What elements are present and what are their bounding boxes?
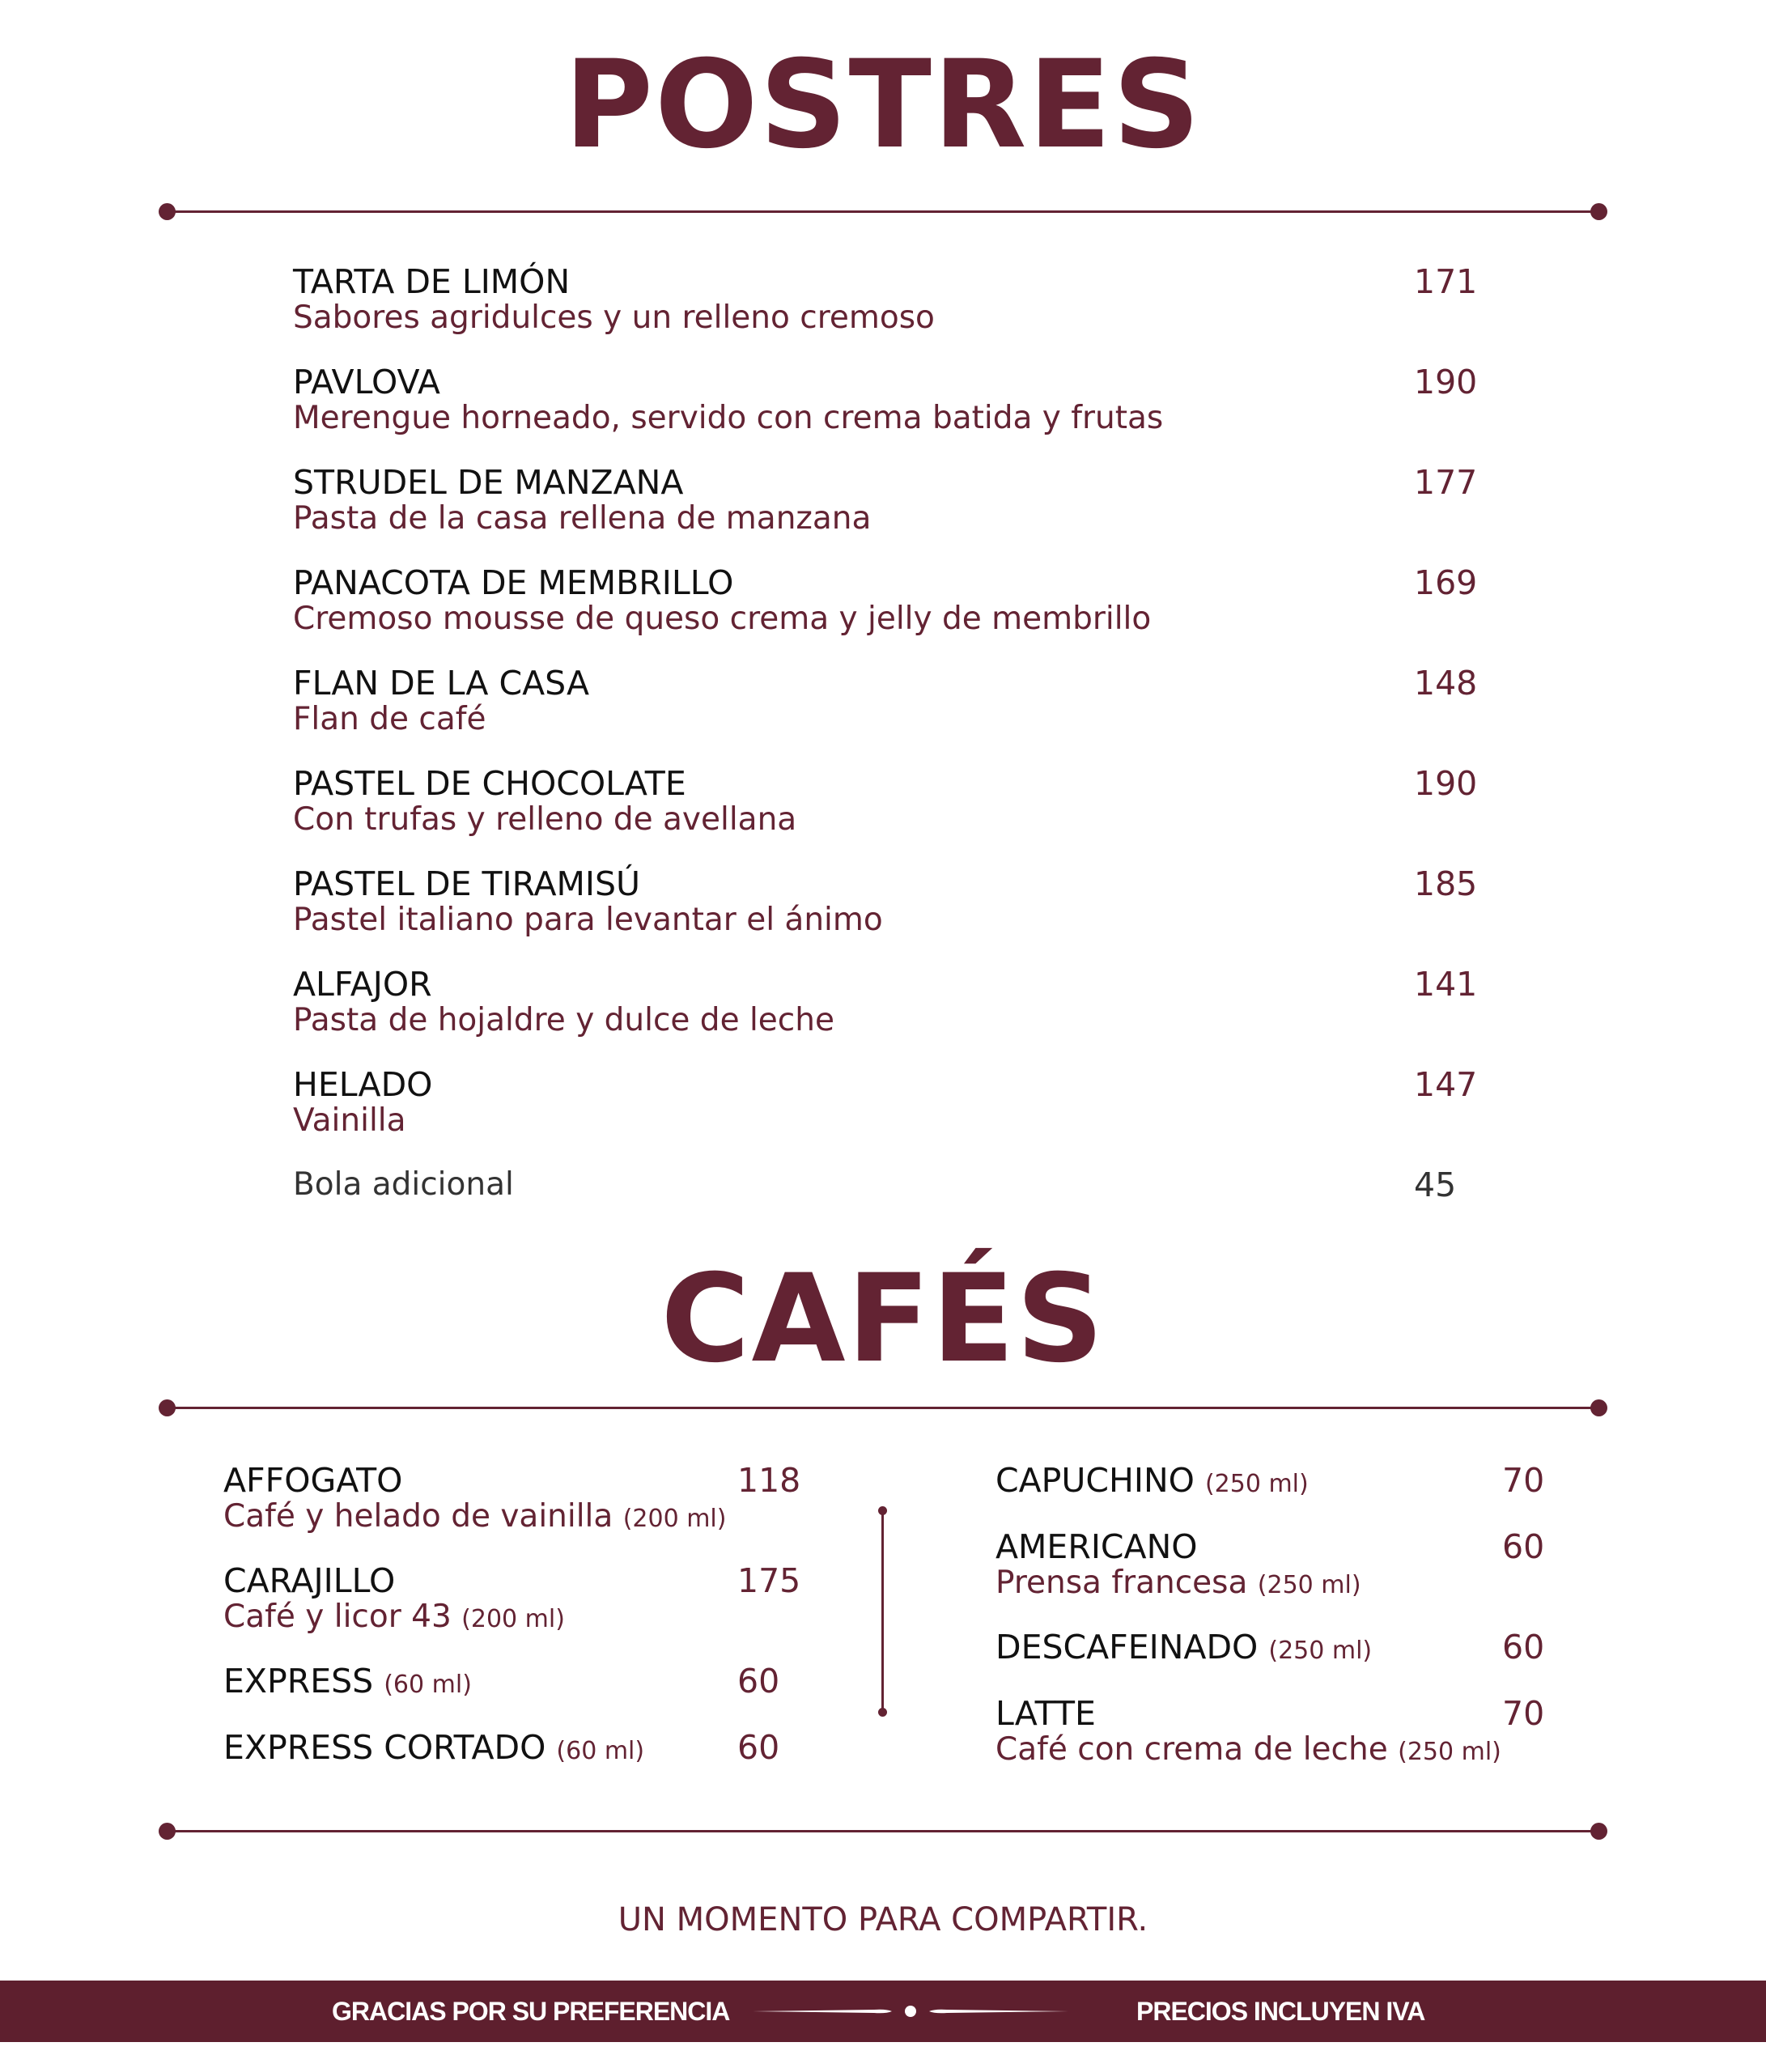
item-price: 177 <box>1414 463 1478 502</box>
item-name: TARTA DE LIMÓN <box>293 262 571 301</box>
coffee-item <box>223 1729 644 1770</box>
item-description: Pasta de hojaldre y dulce de leche <box>293 1002 834 1038</box>
extra-item-name: Bola adicional <box>293 1166 514 1203</box>
item-name: FLAN DE LA CASA <box>293 664 589 703</box>
divider-dot <box>1590 203 1607 220</box>
item-price: 185 <box>1414 864 1478 903</box>
item-price: 148 <box>1414 664 1478 703</box>
item-price: 70 <box>1502 1694 1545 1733</box>
item-name: STRUDEL DE MANZANA <box>293 463 684 502</box>
footer-bar <box>0 1981 1766 2042</box>
ornament-icon <box>753 1999 1068 2023</box>
item-price: 60 <box>1502 1527 1545 1566</box>
item-name: HELADO <box>293 1065 433 1104</box>
slogan: UN MOMENTO PARA COMPARTIR. <box>618 1901 1148 1938</box>
item-name: CAPUCHINO <box>995 1461 1195 1500</box>
coffee-item <box>995 1528 1361 1603</box>
item-volume: (60 ml) <box>556 1737 645 1765</box>
menu-item <box>293 263 935 336</box>
item-description: Café y helado de vainilla <box>223 1498 613 1535</box>
item-description: Vainilla <box>293 1102 406 1139</box>
menu-item <box>293 664 589 737</box>
item-volume: (250 ml) <box>1398 1738 1501 1766</box>
menu-item <box>293 464 871 537</box>
item-name: PASTEL DE CHOCOLATE <box>293 764 686 803</box>
item-description: Café y licor 43 <box>223 1599 452 1635</box>
footer-thanks: GRACIAS POR SU PREFERENCIA <box>332 1997 730 2026</box>
postres-title: POSTRES <box>564 35 1202 176</box>
item-name: DESCAFEINADO <box>995 1628 1259 1667</box>
coffee-item <box>995 1695 1501 1770</box>
item-description: Pastel italiano para levantar el ánimo <box>293 902 883 938</box>
footer-tax-note: PRECIOS INCLUYEN IVA <box>1136 1997 1425 2026</box>
item-description: Prensa francesa <box>995 1565 1248 1601</box>
item-volume: (250 ml) <box>1268 1637 1373 1665</box>
menu-item <box>293 1066 432 1139</box>
item-name: AMERICANO <box>995 1527 1198 1566</box>
item-price: 171 <box>1414 262 1478 301</box>
menu-item <box>293 865 883 938</box>
item-name: PANACOTA DE MEMBRILLO <box>293 563 734 602</box>
menu-item <box>293 966 834 1038</box>
item-price: 147 <box>1414 1065 1478 1104</box>
divider-dot <box>1590 1399 1607 1416</box>
item-price: 70 <box>1502 1461 1545 1500</box>
item-volume: (200 ml) <box>461 1605 565 1633</box>
extra-item-price: 45 <box>1414 1166 1457 1204</box>
item-description: Sabores agridulces y un relleno cremoso <box>293 299 935 336</box>
cafes-title: CAFÉS <box>660 1249 1106 1390</box>
divider-dot <box>1590 1823 1607 1840</box>
item-name: PAVLOVA <box>293 363 440 401</box>
item-description: Café con crema de leche <box>995 1731 1388 1768</box>
item-description: Cremoso mousse de queso crema y jelly de membrillo <box>293 601 1152 637</box>
item-price: 141 <box>1414 965 1478 1004</box>
item-name: CARAJILLO <box>223 1561 396 1600</box>
item-description: Flan de café <box>293 701 486 737</box>
item-price: 60 <box>1502 1628 1545 1667</box>
divider-dot <box>159 203 176 220</box>
item-price: 60 <box>737 1662 780 1700</box>
item-price: 60 <box>737 1728 780 1767</box>
item-price: 190 <box>1414 764 1478 803</box>
item-name: AFFOGATO <box>223 1461 403 1500</box>
menu-item <box>293 363 1163 436</box>
item-price: 190 <box>1414 363 1478 401</box>
item-price: 169 <box>1414 563 1478 602</box>
item-name: ALFAJOR <box>293 965 432 1004</box>
divider-dot <box>159 1399 176 1416</box>
item-name: EXPRESS <box>223 1662 374 1700</box>
coffee-item <box>223 1462 726 1537</box>
coffee-item <box>995 1628 1372 1670</box>
coffee-item <box>223 1562 565 1637</box>
item-name: PASTEL DE TIRAMISÚ <box>293 864 641 903</box>
menu-item <box>293 765 796 838</box>
item-volume: (250 ml) <box>1257 1571 1361 1599</box>
coffee-item <box>223 1662 472 1704</box>
coffee-item <box>995 1462 1309 1503</box>
item-volume: (200 ml) <box>622 1505 727 1533</box>
item-name: LATTE <box>995 1694 1096 1733</box>
column-separator <box>881 1510 884 1713</box>
item-price: 175 <box>737 1561 801 1600</box>
divider-top <box>159 203 1607 219</box>
divider-dot <box>159 1823 176 1840</box>
item-volume: (250 ml) <box>1204 1470 1309 1498</box>
item-volume: (60 ml) <box>384 1671 472 1699</box>
menu-item <box>293 564 1151 637</box>
item-description: Pasta de la casa rellena de manzana <box>293 500 872 537</box>
divider-middle <box>159 1399 1607 1416</box>
item-description: Merengue horneado, servido con crema batida y frutas <box>293 400 1164 436</box>
item-description: Con trufas y relleno de avellana <box>293 801 797 838</box>
item-name: EXPRESS CORTADO <box>223 1728 546 1767</box>
item-price: 118 <box>737 1461 801 1500</box>
divider-bottom <box>159 1823 1607 1839</box>
